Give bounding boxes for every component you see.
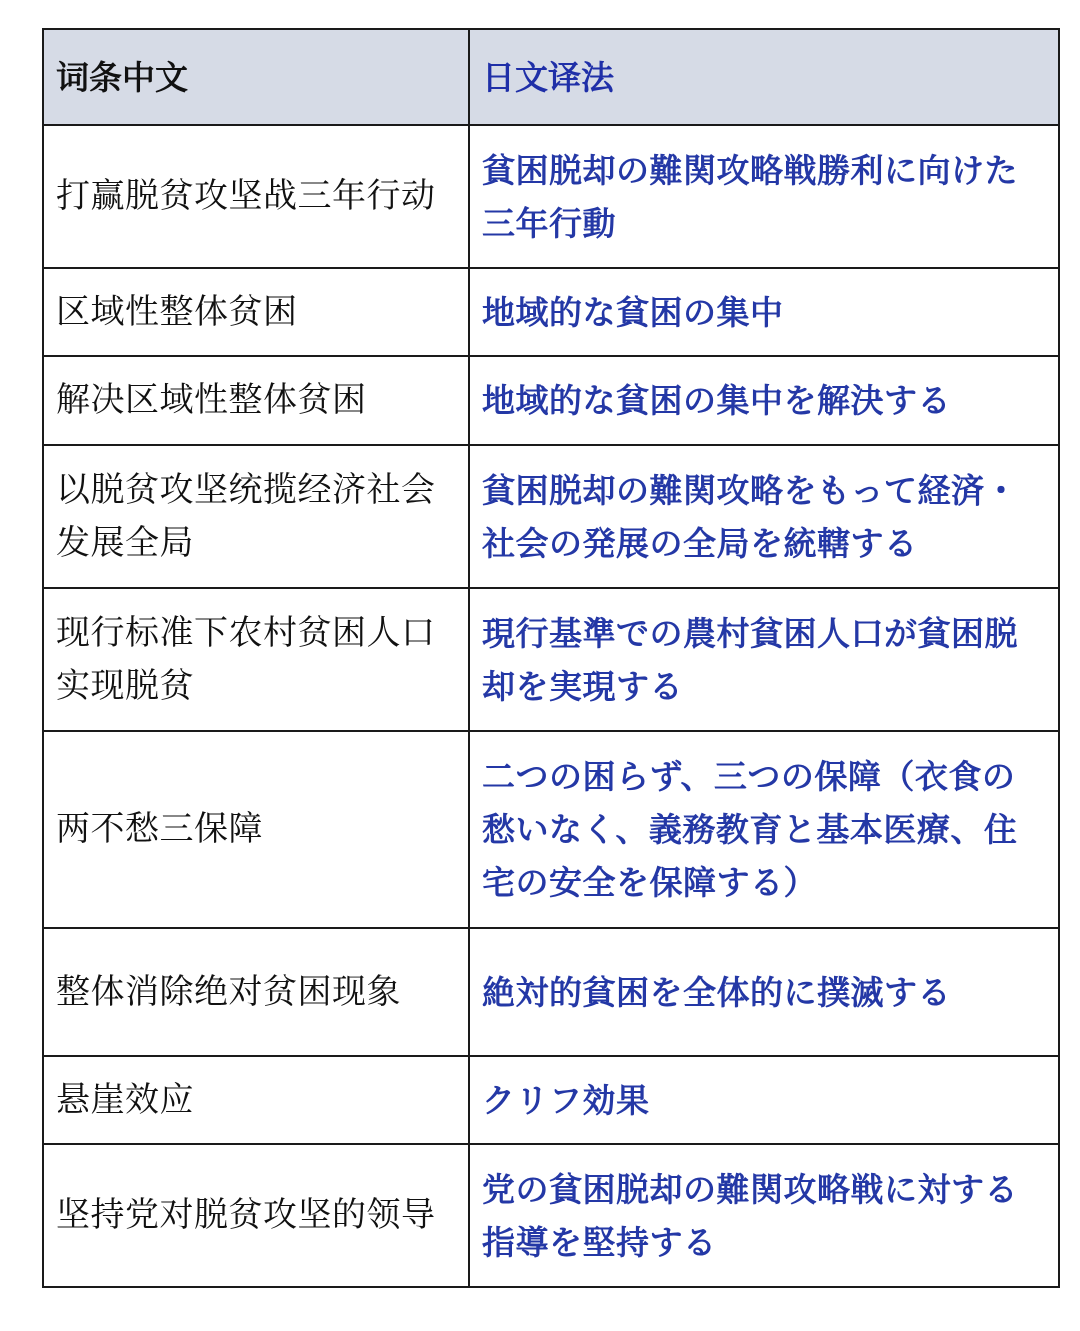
table-row — [43, 125, 1059, 268]
table-row — [43, 356, 1059, 445]
japanese-translation-cell: 絶対的貧困を全体的に撲滅する — [469, 928, 1059, 1056]
chinese-term-cell: 两不愁三保障 — [43, 731, 469, 928]
japanese-translation-cell: 二つの困らず、三つの保障（衣食の愁いなく、義務教育と基本医療、住宅の安全を保障する） — [469, 731, 1059, 928]
table-row — [43, 268, 1059, 356]
table-row — [43, 445, 1059, 588]
table-row — [43, 1056, 1059, 1144]
table-row — [43, 928, 1059, 1056]
chinese-term-cell: 区域性整体贫困 — [43, 268, 469, 356]
chinese-term-cell: 坚持党对脱贫攻坚的领导 — [43, 1144, 469, 1287]
chinese-term-cell: 打赢脱贫攻坚战三年行动 — [43, 125, 469, 268]
chinese-term-cell: 以脱贫攻坚统揽经济社会发展全局 — [43, 445, 469, 588]
table-row — [43, 731, 1059, 928]
table-header-row — [43, 29, 1059, 125]
header-chinese-term: 词条中文 — [43, 29, 469, 125]
table-row — [43, 1144, 1059, 1287]
glossary-table — [42, 28, 1060, 1288]
japanese-translation-cell: 貧困脱却の難関攻略をもって経済・社会の発展の全局を統轄する — [469, 445, 1059, 588]
japanese-translation-cell: 貧困脱却の難関攻略戦勝利に向けた三年行動 — [469, 125, 1059, 268]
japanese-translation-cell: 地域的な貧困の集中 — [469, 268, 1059, 356]
japanese-translation-cell: 地域的な貧困の集中を解決する — [469, 356, 1059, 445]
chinese-term-cell: 解决区域性整体贫困 — [43, 356, 469, 445]
japanese-translation-cell: クリフ効果 — [469, 1056, 1059, 1144]
japanese-translation-cell: 党の貧困脱却の難関攻略戦に対する指導を堅持する — [469, 1144, 1059, 1287]
chinese-term-cell: 现行标准下农村贫困人口实现脱贫 — [43, 588, 469, 731]
japanese-translation-cell: 現行基準での農村貧困人口が貧困脱却を実現する — [469, 588, 1059, 731]
chinese-term-cell: 整体消除绝对贫困现象 — [43, 928, 469, 1056]
header-japanese-translation: 日文译法 — [469, 29, 1059, 125]
chinese-term-cell: 悬崖效应 — [43, 1056, 469, 1144]
table-row — [43, 588, 1059, 731]
